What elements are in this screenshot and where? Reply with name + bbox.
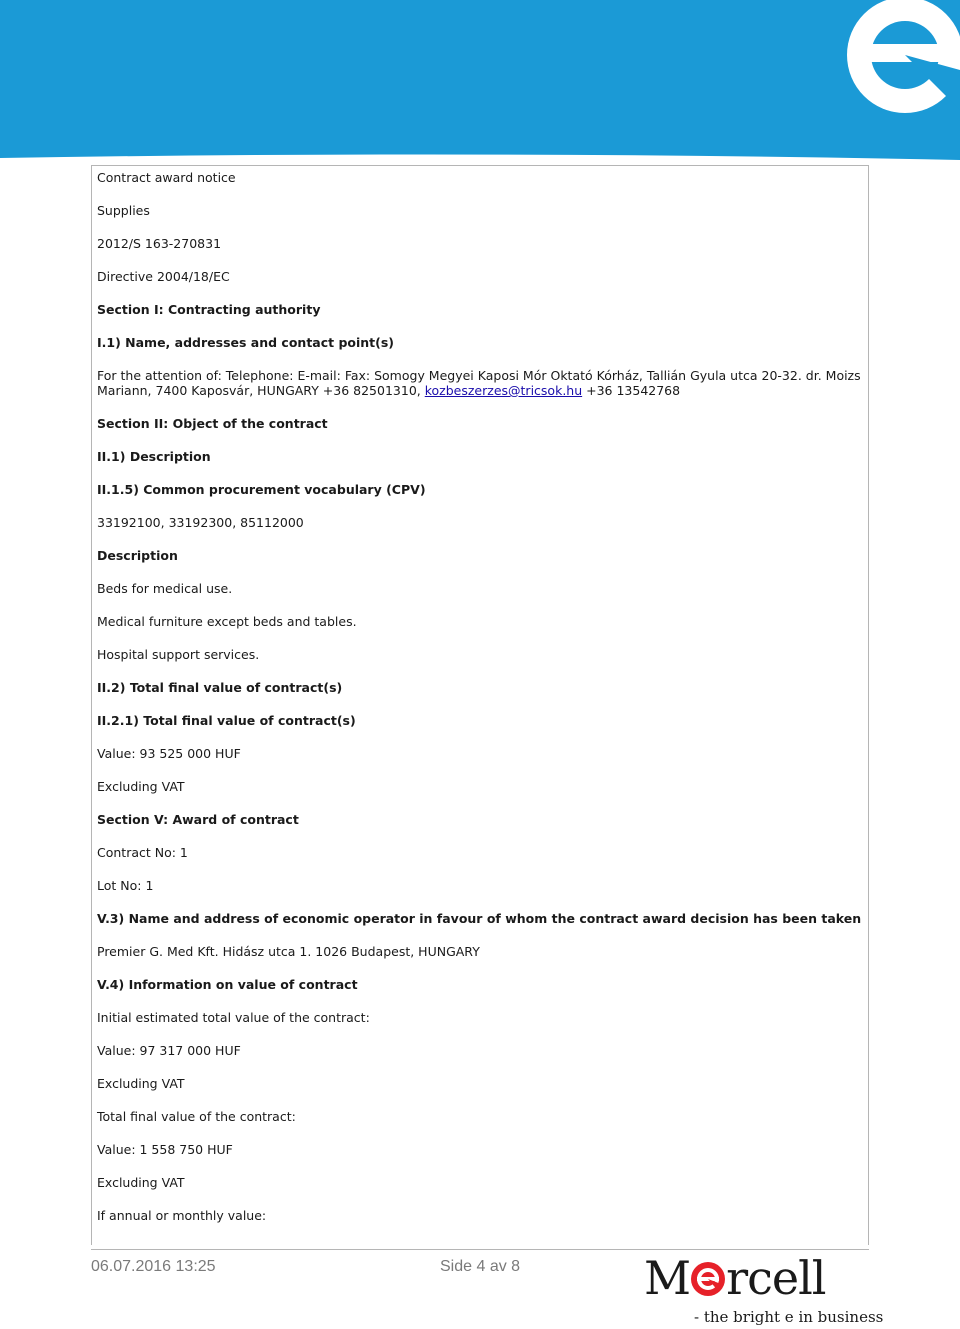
section-heading: II.1.5) Common procurement vocabulary (CPV)	[97, 482, 426, 497]
footer-divider	[91, 1249, 869, 1250]
text-line: Hospital support services.	[97, 647, 260, 662]
logo-e-icon	[691, 1262, 725, 1296]
page-number: Side 4 av 8	[440, 1258, 521, 1275]
text-line: Value: 1 558 750 HUF	[97, 1142, 233, 1157]
top-banner	[0, 0, 960, 165]
contact-text: For the attention of: Telephone: E-mail: Fax: Somogy Megyei Kaposi Mór Oktató Kórház, Tallián Gyula utca 20-32. dr. Moizs Mariann, 7400 Kaposvár, HUNGARY +36 82501310,	[97, 368, 861, 398]
text-line: Value: 93 525 000 HUF	[97, 746, 241, 761]
text-line: Total final value of the contract:	[97, 1109, 296, 1124]
notice-content	[91, 165, 869, 1245]
text-line: Initial estimated total value of the contract:	[97, 1010, 370, 1025]
banner-graphic	[0, 0, 960, 165]
logo-letters-rcell: rcell	[726, 1251, 826, 1305]
text-line: Premier G. Med Kft. Hidász utca 1. 1026 Budapest, HUNGARY	[97, 944, 480, 959]
text-line: Beds for medical use.	[97, 581, 233, 596]
text-line: 33192100, 33192300, 85112000	[97, 515, 304, 530]
text-line: Supplies	[97, 203, 150, 218]
text-line: Value: 97 317 000 HUF	[97, 1043, 241, 1058]
logo-tagline: - the bright e in business	[694, 1308, 884, 1326]
text-line: Excluding VAT	[97, 1076, 185, 1091]
email-link[interactable]: kozbeszerzes@tricsok.hu	[424, 383, 583, 398]
contact-paragraph	[97, 368, 863, 398]
section-heading: II.2.1) Total final value of contract(s)	[97, 713, 356, 728]
text-line: Lot No: 1	[97, 878, 154, 893]
text-line: Excluding VAT	[97, 1175, 185, 1190]
section-heading: II.2) Total final value of contract(s)	[97, 680, 343, 695]
text-line: 2012/S 163-270831	[97, 236, 222, 251]
section-heading: Section II: Object of the contract	[97, 416, 328, 431]
logo-wordmark	[644, 1252, 826, 1304]
contact-fax: +36 13542768	[582, 383, 681, 398]
text-line: Contract No: 1	[97, 845, 188, 860]
section-heading: I.1) Name, addresses and contact point(s)	[97, 335, 395, 350]
section-heading: V.3) Name and address of economic operator in favour of whom the contract award decision has been taken	[97, 911, 862, 926]
logo-letter-m: M	[644, 1251, 691, 1305]
section-heading: II.1) Description	[97, 449, 211, 464]
text-line: Excluding VAT	[97, 779, 185, 794]
text-line: Directive 2004/18/EC	[97, 269, 230, 284]
section-heading: Section I: Contracting authority	[97, 302, 321, 317]
text-line: Medical furniture except beds and tables.	[97, 614, 357, 629]
text-line: If annual or monthly value:	[97, 1208, 267, 1223]
section-heading: Description	[97, 548, 178, 563]
footer-date: 06.07.2016 13:25	[91, 1258, 216, 1275]
section-heading: Section V: Award of contract	[97, 812, 299, 827]
text-line: Contract award notice	[97, 170, 236, 185]
marcell-logo	[644, 1251, 884, 1329]
section-heading: V.4) Information on value of contract	[97, 977, 358, 992]
